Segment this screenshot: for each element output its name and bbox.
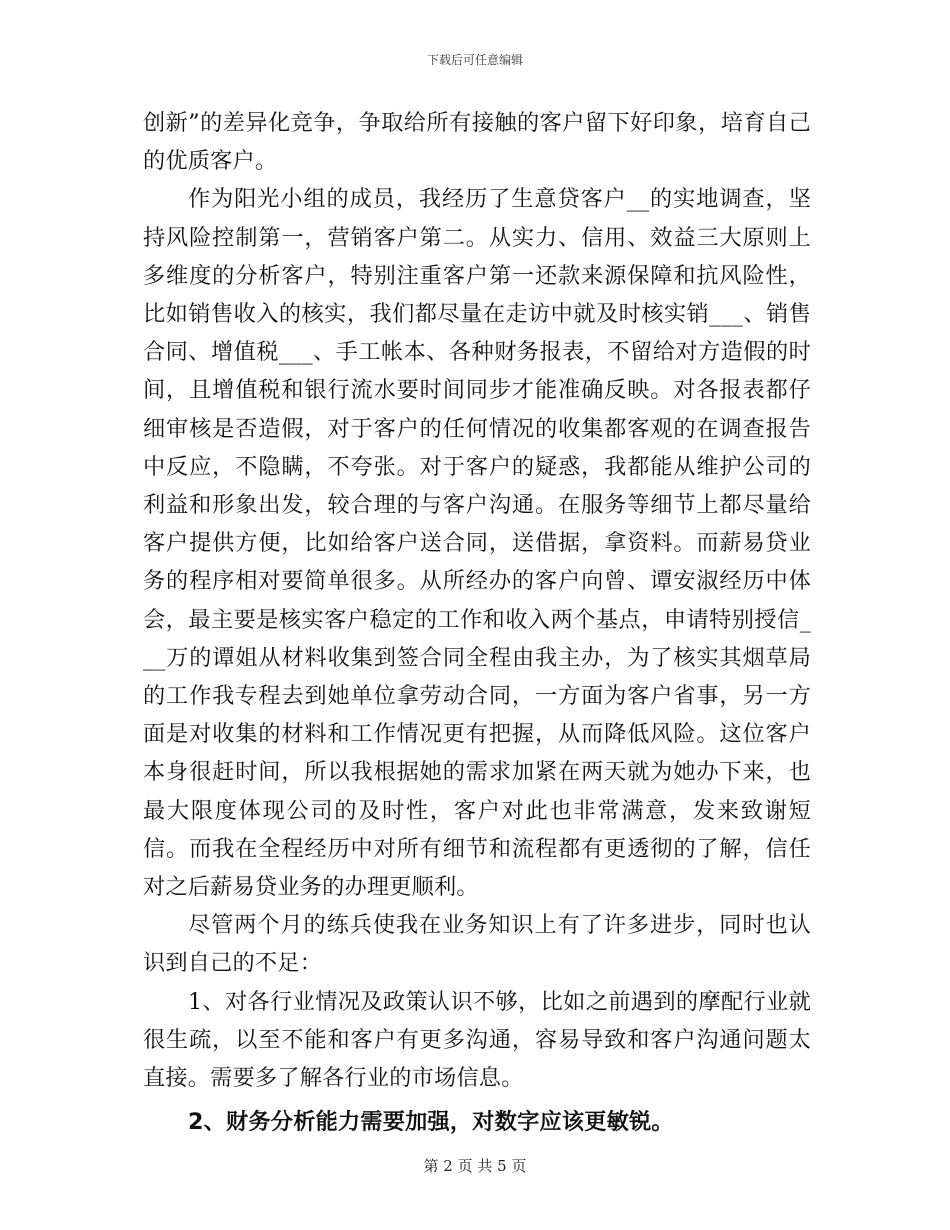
paragraph-work-experience: 作为阳光小组的成员，我经历了生意贷客户__的实地调查，坚持风险控制第一，营销客户第二。从实力、信用、效益三大原则上多维度的分析客户，特别注重客户第一还款来源保障和抗风险性，比如销售收入的核实，我们都尽量在走访中就及时核实销___、销售合同、增值税___、手工帐本、各种财务报表，不留给对方造假的时间，且增值税和银行流水要时间同步才能准确反映。对各报表都仔细审核是否造假，对于客户的任何情况的收集都客观的在调查报告中反应，不隐瞒，不夸张。对于客户的疑惑，我都能从维护公司的利益和形象出发，较合理的与客户沟通。在服务等细节上都尽量给客户提供方便，比如给客户送合同，送借据，拿资料。而薪易贷业务的程序相对要简单很多。从所经办的客户向曾、谭安淑经历中体会，最主要是核实客户稳定的工作和收入两个基点，申请特别授信___万的谭姐从材料收集到签合同全程由我主办，为了核实其烟草局的工作我专程去到她单位拿劳动合同，一方面为客户省事，另一方面是对收集的材料和工作情况更有把握，从而降低风险。这位客户本身很赶时间，所以我根据她的需求加紧在两天就为她办下来，也最大限度体现公司的及时性，客户对此也非常满意，发来致谢短信。而我在全程经历中对所有细节和流程都有更透彻的了解，信任对之后薪易贷业务的办理更顺利。 [143, 186, 811, 901]
document-body [143, 104, 811, 1141]
page-number: 第 2 页 共 5 页 [423, 1157, 527, 1175]
paragraph-item-1: 1、对各行业情况及政策认识不够，比如之前遇到的摩配行业就很生疏，以至不能和客户有更多沟通，容易导致和客户沟通问题太直接。需要多了解各行业的市场信息。 [143, 988, 811, 1092]
paragraph-item-2: 2、财务分析能力需要加强，对数字应该更敏锐。 [188, 1109, 674, 1136]
page-header: 下载后可任意编辑 [426, 53, 523, 67]
paragraph-continuation: 创新”的差异化竞争，争取给所有接触的客户留下好印象，培育自己的优质客户。 [143, 110, 811, 175]
paragraph-shortcomings-intro: 尽管两个月的练兵使我在业务知识上有了许多进步，同时也认识到自己的不足： [143, 912, 811, 977]
